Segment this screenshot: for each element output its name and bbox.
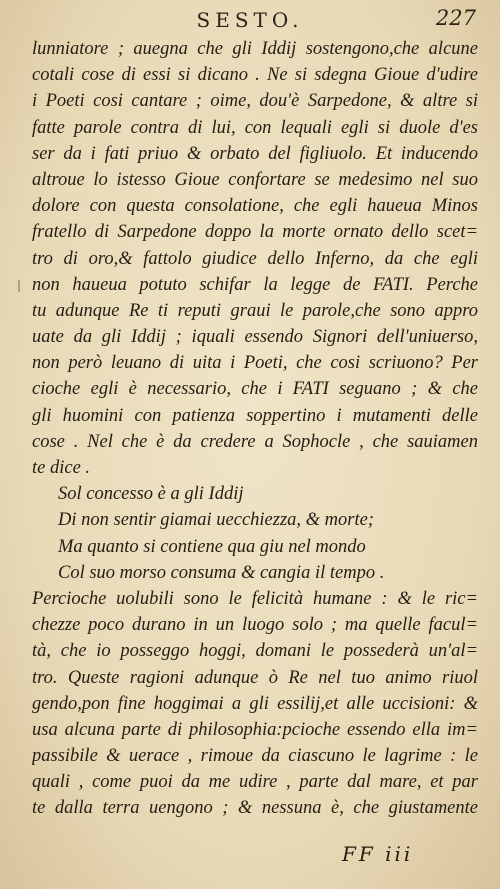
paragraph-2 [32,586,478,822]
text-line: gli huomini con patienza soppertino i mutamenti delle [32,405,478,426]
verse-line: Di non sentir giamai uecchiezza, & morte; [58,510,374,531]
text-line: cotali cose di essi si dicano . Ne si sdegna Gioue d'udire [32,65,478,86]
text-line: tro di oro,& fattolo giudice dello Inferno, da che egli [32,248,478,269]
text-line: fatte parole contra di lui, con lequali egli si duole d'es [32,117,478,138]
running-head: SESTO. [196,8,304,32]
paragraph-1 [32,36,478,481]
text-line: te dalla terra uengono ; & nessuna è, che giustamente [32,798,478,819]
text-line: tro. Queste ragioni adunque ò Re nel tuo animo riuol [32,667,478,688]
verse-line: Sol concesso è a gli Iddij [58,484,244,505]
text-line: dolore con questa consolatione, che egli haueua Minos [32,196,478,217]
text-line: te dice . [32,458,91,478]
text-line: usa alcuna parte di philosophia:pcioche essendo ella im= [32,719,478,740]
page-header [0,6,500,36]
verse-line: Col suo morso consuma & cangia il tempo . [58,562,385,583]
verse-line: Ma quanto si contiene qua giu nel mondo [58,536,366,557]
text-line: ser da i fati priuo & orbato del figliuolo. Et inducendo [32,143,478,164]
text-line: cose . Nel che è da credere a Sophocle , che sauiamen [32,431,478,452]
body-text [32,36,478,822]
text-line: tu adunque Re ti reputi graui le parole,che sono appro [32,300,478,321]
signature-mark: FF iii [342,842,414,866]
text-line: lunniatore ; auegna che gli Iddij sostengono,che alcune [32,39,478,59]
text-line: passibile & uerace , rimoue da ciascuno le lagrime : le [32,746,478,767]
verse-quotation [32,481,478,586]
text-line: fratello di Sarpedone doppo la morte ornato dello scet= [32,222,478,243]
text-line: cioche egli è necessario, che i FATI seguano ; & che [32,379,478,400]
text-line: tà, che io posseggo hoggi, domani le possederà un'al= [32,641,478,662]
page-number: 227 [435,6,476,30]
text-line: non però leuano di uita i Poeti, che cosi scriuono? Per [32,353,478,374]
text-line: i Poeti cosi cantare ; oime, dou'è Sarpedone, & altre si [32,91,478,112]
text-line: gendo,pon fine hoggimai a gli essilij,et alle uccisioni: & [32,693,478,714]
text-line: Percioche uolubili sono le felicità humane : & le ric= [32,588,478,609]
margin-mark [18,280,20,292]
text-line: chezze poco durano in un luogo solo ; ma quelle facul= [32,615,478,636]
text-line: altroue lo istesso Gioue confortare se medesimo nel suo [32,169,478,190]
text-line: quali , come puoi da me udire , parte dal mare, et par [32,772,478,793]
text-line: non haueua potuto schifar la legge de FATI. Perche [32,274,478,295]
text-line: uate da gli Iddij ; iquali essendo Signori dell'uniuerso, [32,327,478,348]
